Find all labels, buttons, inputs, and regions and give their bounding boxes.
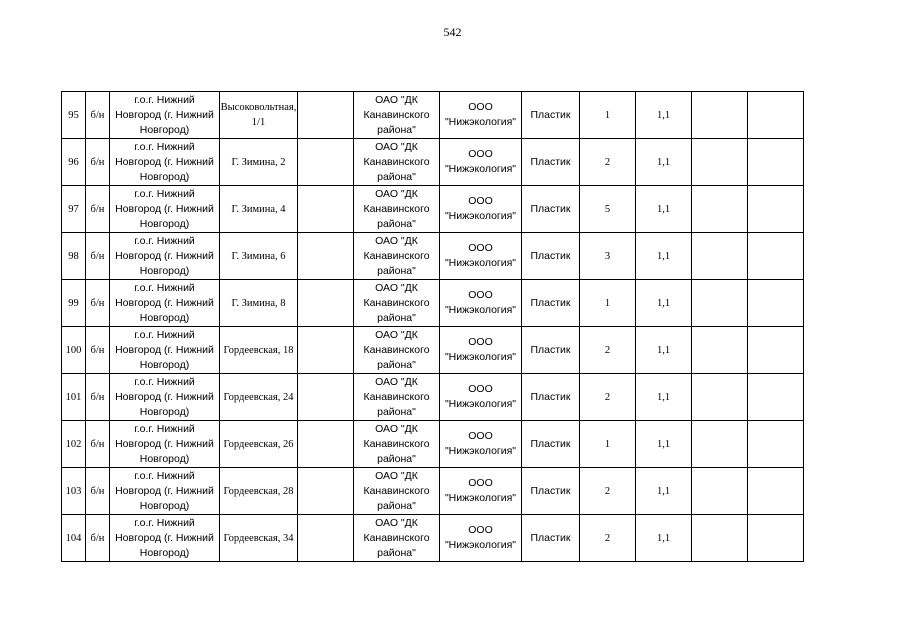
row-number-cell: 103 — [62, 468, 86, 515]
owner-cell: ОАО "ДК Канавинского района" — [354, 186, 440, 233]
material-cell: Пластик — [522, 92, 580, 139]
row-number-cell: 95 — [62, 92, 86, 139]
table-row — [62, 186, 804, 233]
empty-cell — [692, 139, 748, 186]
doc-number-cell: б/н — [86, 280, 110, 327]
row-number-cell: 104 — [62, 515, 86, 562]
container-volume-cell: 1,1 — [636, 233, 692, 280]
container-volume-cell: 1,1 — [636, 421, 692, 468]
empty-cell — [748, 139, 804, 186]
doc-number-cell: б/н — [86, 233, 110, 280]
address-cell: Г. Зимина, 4 — [220, 186, 298, 233]
table-row — [62, 374, 804, 421]
empty-cell — [748, 515, 804, 562]
material-cell: Пластик — [522, 374, 580, 421]
empty-cell — [692, 515, 748, 562]
material-cell: Пластик — [522, 233, 580, 280]
operator-cell: ООО "Нижэкология" — [440, 280, 522, 327]
empty-cell — [748, 280, 804, 327]
owner-cell: ОАО "ДК Канавинского района" — [354, 468, 440, 515]
doc-number-cell: б/н — [86, 421, 110, 468]
district-cell: г.о.г. Нижний Новгород (г. Нижний Новгород) — [110, 186, 220, 233]
container-count-cell: 1 — [580, 92, 636, 139]
container-count-cell: 2 — [580, 139, 636, 186]
empty-cell — [692, 468, 748, 515]
registry-table — [61, 91, 804, 562]
empty-cell — [692, 374, 748, 421]
district-cell: г.о.г. Нижний Новгород (г. Нижний Новгород) — [110, 468, 220, 515]
doc-number-cell: б/н — [86, 186, 110, 233]
container-count-cell: 2 — [580, 515, 636, 562]
material-cell: Пластик — [522, 468, 580, 515]
district-cell: г.о.г. Нижний Новгород (г. Нижний Новгород) — [110, 374, 220, 421]
material-cell: Пластик — [522, 515, 580, 562]
empty-cell — [692, 92, 748, 139]
doc-number-cell: б/н — [86, 139, 110, 186]
district-cell: г.о.г. Нижний Новгород (г. Нижний Новгород) — [110, 233, 220, 280]
district-cell: г.о.г. Нижний Новгород (г. Нижний Новгород) — [110, 327, 220, 374]
empty-cell — [298, 92, 354, 139]
doc-number-cell: б/н — [86, 92, 110, 139]
empty-cell — [298, 233, 354, 280]
table-row — [62, 468, 804, 515]
empty-cell — [748, 327, 804, 374]
empty-cell — [748, 92, 804, 139]
container-volume-cell: 1,1 — [636, 468, 692, 515]
page-number: 542 — [443, 25, 462, 39]
operator-cell: ООО "Нижэкология" — [440, 92, 522, 139]
container-count-cell: 2 — [580, 468, 636, 515]
empty-cell — [748, 468, 804, 515]
empty-cell — [748, 421, 804, 468]
empty-cell — [748, 374, 804, 421]
empty-cell — [298, 468, 354, 515]
operator-cell: ООО "Нижэкология" — [440, 515, 522, 562]
empty-cell — [692, 327, 748, 374]
table-row — [62, 92, 804, 139]
doc-number-cell: б/н — [86, 327, 110, 374]
operator-cell: ООО "Нижэкология" — [440, 233, 522, 280]
owner-cell: ОАО "ДК Канавинского района" — [354, 374, 440, 421]
address-cell: Гордеевская, 24 — [220, 374, 298, 421]
table-row — [62, 421, 804, 468]
doc-number-cell: б/н — [86, 515, 110, 562]
empty-cell — [298, 515, 354, 562]
address-cell: Гордеевская, 18 — [220, 327, 298, 374]
owner-cell: ОАО "ДК Канавинского района" — [354, 327, 440, 374]
owner-cell: ОАО "ДК Канавинского района" — [354, 139, 440, 186]
table-row — [62, 327, 804, 374]
empty-cell — [748, 233, 804, 280]
empty-cell — [298, 327, 354, 374]
district-cell: г.о.г. Нижний Новгород (г. Нижний Новгород) — [110, 280, 220, 327]
table-row — [62, 515, 804, 562]
table-body — [62, 92, 804, 562]
empty-cell — [692, 233, 748, 280]
container-count-cell: 5 — [580, 186, 636, 233]
owner-cell: ОАО "ДК Канавинского района" — [354, 92, 440, 139]
empty-cell — [748, 186, 804, 233]
material-cell: Пластик — [522, 139, 580, 186]
empty-cell — [692, 186, 748, 233]
owner-cell: ОАО "ДК Канавинского района" — [354, 233, 440, 280]
operator-cell: ООО "Нижэкология" — [440, 186, 522, 233]
container-volume-cell: 1,1 — [636, 327, 692, 374]
doc-number-cell: б/н — [86, 468, 110, 515]
container-volume-cell: 1,1 — [636, 92, 692, 139]
container-volume-cell: 1,1 — [636, 139, 692, 186]
operator-cell: ООО "Нижэкология" — [440, 374, 522, 421]
operator-cell: ООО "Нижэкология" — [440, 421, 522, 468]
container-volume-cell: 1,1 — [636, 280, 692, 327]
container-volume-cell: 1,1 — [636, 186, 692, 233]
district-cell: г.о.г. Нижний Новгород (г. Нижний Новгород) — [110, 139, 220, 186]
operator-cell: ООО "Нижэкология" — [440, 139, 522, 186]
container-count-cell: 1 — [580, 421, 636, 468]
container-count-cell: 2 — [580, 374, 636, 421]
empty-cell — [692, 421, 748, 468]
row-number-cell: 101 — [62, 374, 86, 421]
table-row — [62, 139, 804, 186]
empty-cell — [298, 139, 354, 186]
address-cell: Гордеевская, 34 — [220, 515, 298, 562]
operator-cell: ООО "Нижэкология" — [440, 468, 522, 515]
district-cell: г.о.г. Нижний Новгород (г. Нижний Новгород) — [110, 515, 220, 562]
table-row — [62, 233, 804, 280]
row-number-cell: 96 — [62, 139, 86, 186]
row-number-cell: 102 — [62, 421, 86, 468]
empty-cell — [298, 280, 354, 327]
row-number-cell: 97 — [62, 186, 86, 233]
table-row — [62, 280, 804, 327]
address-cell: Высоковольтная, 1/1 — [220, 92, 298, 139]
container-volume-cell: 1,1 — [636, 374, 692, 421]
material-cell: Пластик — [522, 421, 580, 468]
owner-cell: ОАО "ДК Канавинского района" — [354, 280, 440, 327]
material-cell: Пластик — [522, 186, 580, 233]
address-cell: Г. Зимина, 2 — [220, 139, 298, 186]
address-cell: Г. Зимина, 8 — [220, 280, 298, 327]
owner-cell: ОАО "ДК Канавинского района" — [354, 515, 440, 562]
district-cell: г.о.г. Нижний Новгород (г. Нижний Новгород) — [110, 92, 220, 139]
row-number-cell: 98 — [62, 233, 86, 280]
material-cell: Пластик — [522, 280, 580, 327]
empty-cell — [298, 374, 354, 421]
container-volume-cell: 1,1 — [636, 515, 692, 562]
empty-cell — [692, 280, 748, 327]
owner-cell: ОАО "ДК Канавинского района" — [354, 421, 440, 468]
address-cell: Гордеевская, 26 — [220, 421, 298, 468]
district-cell: г.о.г. Нижний Новгород (г. Нижний Новгород) — [110, 421, 220, 468]
address-cell: Г. Зимина, 6 — [220, 233, 298, 280]
address-cell: Гордеевская, 28 — [220, 468, 298, 515]
row-number-cell: 100 — [62, 327, 86, 374]
empty-cell — [298, 421, 354, 468]
doc-number-cell: б/н — [86, 374, 110, 421]
container-count-cell: 3 — [580, 233, 636, 280]
operator-cell: ООО "Нижэкология" — [440, 327, 522, 374]
material-cell: Пластик — [522, 327, 580, 374]
container-count-cell: 1 — [580, 280, 636, 327]
container-count-cell: 2 — [580, 327, 636, 374]
row-number-cell: 99 — [62, 280, 86, 327]
empty-cell — [298, 186, 354, 233]
